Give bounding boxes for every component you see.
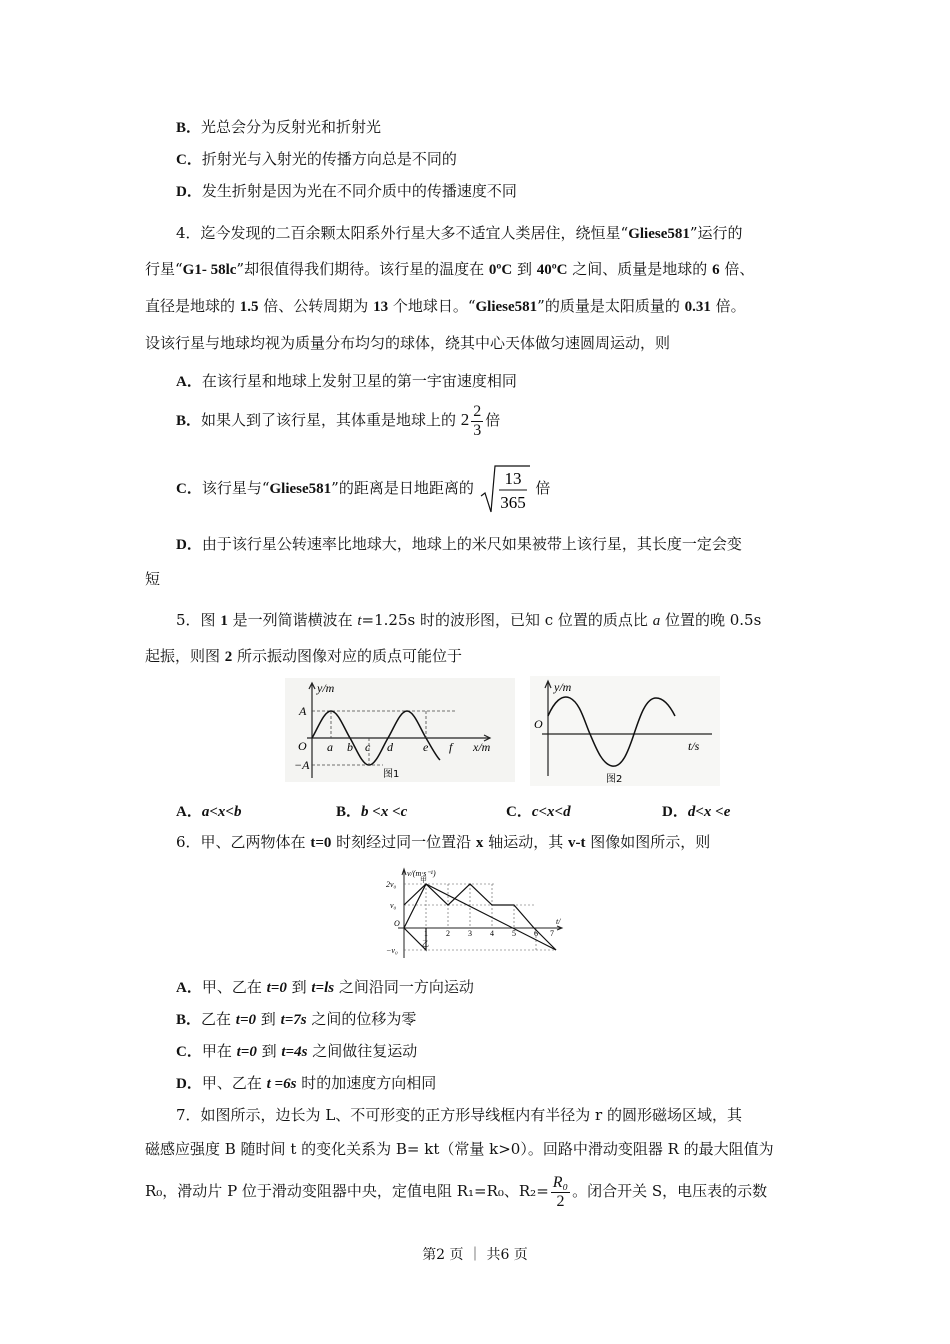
vt-tick-4: 4 — [490, 929, 494, 938]
q4-option-a: A．在该行星和地球上发射卫星的第一宇宙速度相同 — [176, 372, 517, 390]
fig1-origin-label: O — [298, 739, 307, 753]
q4-stem-line2: 行星“G1- 58lc”却很值得我们期待。该行星的温度在 0ºC 到 40ºC 之间、质量是地球的 6 倍、 — [145, 260, 755, 278]
fig1-point-b: b — [347, 740, 353, 754]
q4-stem-line1: 4．迄今发现的二百余颗太阳系外行星大多不适宜人类居住，绕恒星“Gliese581”运行的 — [176, 224, 743, 242]
fig1-point-e: e — [423, 740, 429, 754]
fig1-point-f: f — [449, 740, 453, 754]
q5-stem-line2: 起振，则图 2 所示振动图像对应的质点可能位于 — [145, 647, 463, 665]
svg-text:13: 13 — [504, 468, 522, 488]
fraction-two-thirds: $\frac{2}{3}$ — [473, 402, 482, 439]
q6-option-a: A．甲、乙在 t=0 到 t=ls 之间沿同一方向运动 — [176, 978, 474, 996]
q3-option-d: D．发生折射是因为光在不同介质中的传播速度不同 — [176, 182, 517, 200]
fig2-origin-label: O — [534, 717, 543, 731]
fig2-t-label: t/s — [688, 739, 700, 753]
vt-x-label: t/ — [556, 917, 561, 926]
vt-label-neg-v0: −v₀ — [386, 946, 398, 955]
wave-figure-1 — [285, 678, 515, 782]
q7-stem-line3: R₀，滑动片 P 位于滑动变阻器中央，定值电阻 R₁=R₀、R₂= $\frac{\text{R₀}}{2}$ 。闭合开关 S，电压表的示数 — [145, 1173, 768, 1210]
q5-option-c: C．c<x<d — [506, 804, 571, 820]
vt-y-label: v/(m·s⁻¹) — [407, 869, 436, 878]
vt-jia-label: 甲 — [420, 876, 427, 884]
sqrt-expression — [479, 461, 531, 518]
q5-option-d: D．d<x <e — [662, 804, 731, 820]
fig1-amplitude-label: A — [299, 704, 307, 718]
radical-sign — [479, 462, 531, 518]
q6-option-c: C．甲在 t=0 到 t=4s 之间做往复运动 — [176, 1042, 418, 1060]
page-footer: 第2 页 ｜ 共6 页 — [422, 1247, 528, 1263]
q4-option-d-cont: 短 — [145, 570, 161, 588]
q3-option-c: C．折射光与入射光的传播方向总是不同的 — [176, 150, 457, 168]
vt-tick-1: 1 — [424, 929, 428, 938]
vt-origin: O — [394, 919, 400, 928]
q4-option-d: D．由于该行星公转速率比地球大，地球上的米尺如果被带上该行星，其长度一定会变 — [176, 535, 742, 553]
fig1-y-label: y/m — [317, 681, 335, 695]
q5-option-b: B．b <x <c — [336, 804, 408, 820]
vt-tick-2: 2 — [446, 929, 450, 938]
fig1-x-label: x/m — [473, 740, 491, 754]
q4-option-c: C．该行星与“Gliese581”的距离是日地距离的 13 365 倍 — [176, 460, 550, 518]
vt-tick-5: 5 — [512, 929, 516, 938]
fig2-y-label: y/m — [554, 680, 572, 694]
vt-yi-label: 乙 — [422, 940, 429, 948]
fig1-point-a: a — [327, 740, 333, 754]
vt-label-2v0: 2v₀ — [386, 880, 397, 889]
q3-option-b: B．光总会分为反射光和折射光 — [176, 118, 382, 136]
fig1-point-d: d — [387, 740, 393, 754]
q5-stem-line1: 5．图 1 是一列简谐横波在 t=1.25s 时的波形图，已知 c 位置的质点比 a 位置的晚 0.5s — [176, 611, 762, 629]
vt-tick-3: 3 — [468, 929, 472, 938]
fraction-r0-over-2: $\frac{\text{R₀}}{2}$ — [552, 1173, 569, 1210]
vt-tick-7: 7 — [550, 929, 554, 938]
q4-stem-line4: 设该行星与地球均视为质量分布均匀的球体，绕其中心天体做匀速圆周运动，则 — [145, 334, 671, 352]
vt-label-v0: v₀ — [390, 901, 397, 910]
svg-text:365: 365 — [499, 492, 526, 512]
q7-stem-line1: 7．如图所示，边长为 L、不可形变的正方形导线框内有半径为 r 的圆形磁场区域，其 — [176, 1106, 742, 1124]
q4-stem-line3: 直径是地球的 1.5 倍、公转周期为 13 个地球日。“Gliese581”的质量是太阳质量的 0.31 倍。 — [145, 297, 746, 315]
vibration-figure-2 — [530, 676, 720, 786]
vt-graph — [384, 866, 570, 962]
q5-option-a: A．a<x<b — [176, 804, 242, 820]
fig1-point-c: c — [365, 740, 371, 754]
q6-stem: 6．甲、乙两物体在 t=0 时刻经过同一位置沿 x 轴运动，其 v-t 图像如图所示，则 — [176, 833, 711, 851]
fig2-caption: 图2 — [606, 774, 623, 785]
fig1-caption: 图1 — [383, 769, 400, 780]
q7-stem-line2: 磁感应强度 B 随时间 t 的变化关系为 B= kt（常量 k>0）。回路中滑动变阻器 R 的最大阻值为 — [145, 1140, 774, 1158]
fig1-neg-amplitude-label: −A — [294, 758, 310, 772]
q6-option-d: D．甲、乙在 t =6s 时的加速度方向相同 — [176, 1074, 437, 1092]
q6-option-b: B．乙在 t=0 到 t=7s 之间的位移为零 — [176, 1010, 417, 1028]
q4-option-b: B．如果人到了该行星，其体重是地球上的 2 $\frac{2}{3}$ 倍 — [176, 402, 501, 439]
vt-tick-6: 6 — [534, 929, 538, 938]
